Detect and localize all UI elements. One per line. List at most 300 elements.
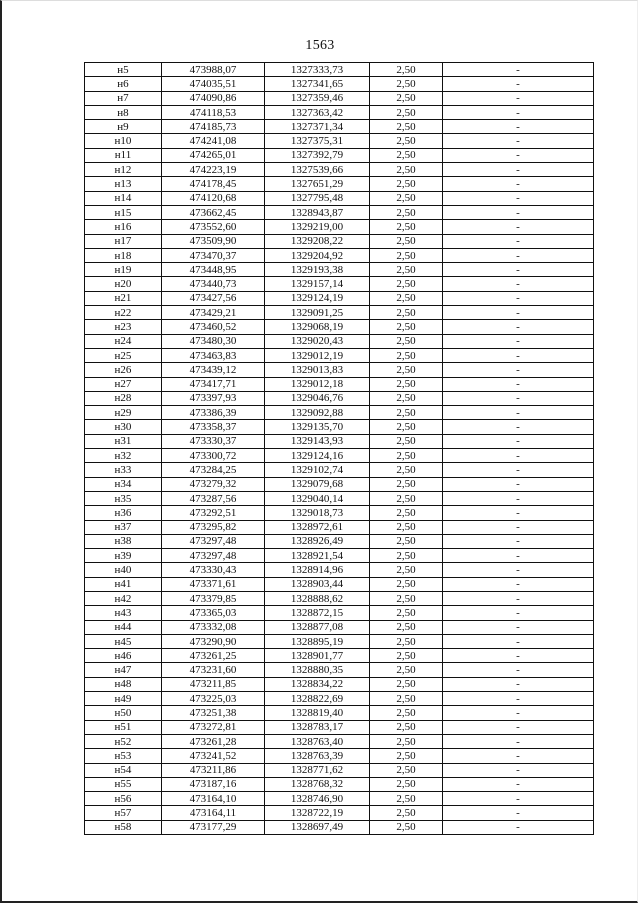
x-coordinate-cell: 473427,56 (162, 291, 265, 305)
accuracy-cell: 2,50 (370, 777, 443, 791)
table-row (85, 148, 594, 162)
y-coordinate-cell: 1329204,92 (265, 248, 370, 262)
x-coordinate-cell: 474118,53 (162, 105, 265, 119)
x-coordinate-cell: 473988,07 (162, 63, 265, 77)
table-row (85, 763, 594, 777)
x-coordinate-cell: 473417,71 (162, 377, 265, 391)
x-coordinate-cell: 474265,01 (162, 148, 265, 162)
accuracy-cell: 2,50 (370, 320, 443, 334)
note-cell: - (443, 706, 594, 720)
point-id-cell: н55 (85, 777, 162, 791)
x-coordinate-cell: 474223,19 (162, 163, 265, 177)
x-coordinate-cell: 473429,21 (162, 306, 265, 320)
table-row (85, 220, 594, 234)
y-coordinate-cell: 1329068,19 (265, 320, 370, 334)
x-coordinate-cell: 473225,03 (162, 692, 265, 706)
x-coordinate-cell: 473164,10 (162, 792, 265, 806)
note-cell: - (443, 449, 594, 463)
accuracy-cell: 2,50 (370, 720, 443, 734)
y-coordinate-cell: 1328872,15 (265, 606, 370, 620)
y-coordinate-cell: 1329040,14 (265, 491, 370, 505)
point-id-cell: н11 (85, 148, 162, 162)
x-coordinate-cell: 473177,29 (162, 820, 265, 834)
accuracy-cell: 2,50 (370, 220, 443, 234)
table-row (85, 577, 594, 591)
point-id-cell: н36 (85, 506, 162, 520)
table-row (85, 549, 594, 563)
point-id-cell: н34 (85, 477, 162, 491)
x-coordinate-cell: 474185,73 (162, 120, 265, 134)
table-row (85, 391, 594, 405)
note-cell: - (443, 591, 594, 605)
coordinates-table (84, 62, 594, 835)
y-coordinate-cell: 1327375,31 (265, 134, 370, 148)
y-coordinate-cell: 1328914,96 (265, 563, 370, 577)
point-id-cell: н32 (85, 449, 162, 463)
note-cell: - (443, 477, 594, 491)
y-coordinate-cell: 1329012,19 (265, 348, 370, 362)
table-row (85, 520, 594, 534)
x-coordinate-cell: 473284,25 (162, 463, 265, 477)
table-row (85, 677, 594, 691)
y-coordinate-cell: 1329092,88 (265, 406, 370, 420)
point-id-cell: н39 (85, 549, 162, 563)
x-coordinate-cell: 473272,81 (162, 720, 265, 734)
point-id-cell: н18 (85, 248, 162, 262)
note-cell: - (443, 91, 594, 105)
point-id-cell: н26 (85, 363, 162, 377)
note-cell: - (443, 463, 594, 477)
y-coordinate-cell: 1327341,65 (265, 77, 370, 91)
x-coordinate-cell: 473448,95 (162, 263, 265, 277)
point-id-cell: н54 (85, 763, 162, 777)
point-id-cell: н15 (85, 205, 162, 219)
y-coordinate-cell: 1327539,66 (265, 163, 370, 177)
x-coordinate-cell: 473358,37 (162, 420, 265, 434)
x-coordinate-cell: 473241,52 (162, 749, 265, 763)
accuracy-cell: 2,50 (370, 591, 443, 605)
note-cell: - (443, 363, 594, 377)
accuracy-cell: 2,50 (370, 277, 443, 291)
point-id-cell: н28 (85, 391, 162, 405)
accuracy-cell: 2,50 (370, 363, 443, 377)
table-row (85, 177, 594, 191)
accuracy-cell: 2,50 (370, 563, 443, 577)
table-row (85, 191, 594, 205)
y-coordinate-cell: 1328768,32 (265, 777, 370, 791)
note-cell: - (443, 520, 594, 534)
point-id-cell: н49 (85, 692, 162, 706)
note-cell: - (443, 348, 594, 362)
point-id-cell: н40 (85, 563, 162, 577)
accuracy-cell: 2,50 (370, 334, 443, 348)
point-id-cell: н31 (85, 434, 162, 448)
y-coordinate-cell: 1328746,90 (265, 792, 370, 806)
note-cell: - (443, 577, 594, 591)
accuracy-cell: 2,50 (370, 263, 443, 277)
y-coordinate-cell: 1329193,38 (265, 263, 370, 277)
table-row (85, 491, 594, 505)
table-row (85, 477, 594, 491)
note-cell: - (443, 763, 594, 777)
point-id-cell: н6 (85, 77, 162, 91)
note-cell: - (443, 720, 594, 734)
table-row (85, 363, 594, 377)
point-id-cell: н8 (85, 105, 162, 119)
y-coordinate-cell: 1327359,46 (265, 91, 370, 105)
note-cell: - (443, 306, 594, 320)
note-cell: - (443, 649, 594, 663)
table-row (85, 263, 594, 277)
x-coordinate-cell: 473330,43 (162, 563, 265, 577)
table-row (85, 348, 594, 362)
y-coordinate-cell: 1327371,34 (265, 120, 370, 134)
y-coordinate-cell: 1329124,16 (265, 449, 370, 463)
y-coordinate-cell: 1328819,40 (265, 706, 370, 720)
y-coordinate-cell: 1327651,29 (265, 177, 370, 191)
y-coordinate-cell: 1329079,68 (265, 477, 370, 491)
accuracy-cell: 2,50 (370, 291, 443, 305)
x-coordinate-cell: 473440,73 (162, 277, 265, 291)
table-row (85, 734, 594, 748)
point-id-cell: н29 (85, 406, 162, 420)
point-id-cell: н16 (85, 220, 162, 234)
y-coordinate-cell: 1328903,44 (265, 577, 370, 591)
point-id-cell: н30 (85, 420, 162, 434)
note-cell: - (443, 806, 594, 820)
y-coordinate-cell: 1329046,76 (265, 391, 370, 405)
accuracy-cell: 2,50 (370, 491, 443, 505)
y-coordinate-cell: 1329208,22 (265, 234, 370, 248)
point-id-cell: н45 (85, 634, 162, 648)
accuracy-cell: 2,50 (370, 420, 443, 434)
point-id-cell: н51 (85, 720, 162, 734)
table-row (85, 105, 594, 119)
accuracy-cell: 2,50 (370, 663, 443, 677)
point-id-cell: н58 (85, 820, 162, 834)
table-row (85, 820, 594, 834)
table-row (85, 720, 594, 734)
point-id-cell: н24 (85, 334, 162, 348)
table-row (85, 77, 594, 91)
accuracy-cell: 2,50 (370, 248, 443, 262)
x-coordinate-cell: 474090,86 (162, 91, 265, 105)
y-coordinate-cell: 1329219,00 (265, 220, 370, 234)
table-row (85, 706, 594, 720)
point-id-cell: н42 (85, 591, 162, 605)
accuracy-cell: 2,50 (370, 205, 443, 219)
accuracy-cell: 2,50 (370, 692, 443, 706)
y-coordinate-cell: 1328888,62 (265, 591, 370, 605)
table-row (85, 591, 594, 605)
point-id-cell: н7 (85, 91, 162, 105)
note-cell: - (443, 148, 594, 162)
point-id-cell: н47 (85, 663, 162, 677)
table-row (85, 377, 594, 391)
accuracy-cell: 2,50 (370, 477, 443, 491)
x-coordinate-cell: 473164,11 (162, 806, 265, 820)
accuracy-cell: 2,50 (370, 134, 443, 148)
y-coordinate-cell: 1329157,14 (265, 277, 370, 291)
y-coordinate-cell: 1329020,43 (265, 334, 370, 348)
note-cell: - (443, 205, 594, 219)
table-row (85, 777, 594, 791)
note-cell: - (443, 420, 594, 434)
table-row (85, 248, 594, 262)
note-cell: - (443, 248, 594, 262)
point-id-cell: н48 (85, 677, 162, 691)
table-row (85, 606, 594, 620)
note-cell: - (443, 434, 594, 448)
point-id-cell: н13 (85, 177, 162, 191)
y-coordinate-cell: 1328722,19 (265, 806, 370, 820)
accuracy-cell: 2,50 (370, 763, 443, 777)
accuracy-cell: 2,50 (370, 706, 443, 720)
x-coordinate-cell: 473261,28 (162, 734, 265, 748)
point-id-cell: н38 (85, 534, 162, 548)
note-cell: - (443, 291, 594, 305)
accuracy-cell: 2,50 (370, 534, 443, 548)
y-coordinate-cell: 1328763,39 (265, 749, 370, 763)
point-id-cell: н19 (85, 263, 162, 277)
x-coordinate-cell: 473463,83 (162, 348, 265, 362)
note-cell: - (443, 606, 594, 620)
x-coordinate-cell: 473365,03 (162, 606, 265, 620)
point-id-cell: н41 (85, 577, 162, 591)
x-coordinate-cell: 474178,45 (162, 177, 265, 191)
accuracy-cell: 2,50 (370, 377, 443, 391)
note-cell: - (443, 777, 594, 791)
accuracy-cell: 2,50 (370, 549, 443, 563)
table-row (85, 406, 594, 420)
table-row (85, 563, 594, 577)
point-id-cell: н20 (85, 277, 162, 291)
point-id-cell: н5 (85, 63, 162, 77)
note-cell: - (443, 749, 594, 763)
y-coordinate-cell: 1328783,17 (265, 720, 370, 734)
table-row (85, 334, 594, 348)
x-coordinate-cell: 474035,51 (162, 77, 265, 91)
accuracy-cell: 2,50 (370, 820, 443, 834)
accuracy-cell: 2,50 (370, 463, 443, 477)
accuracy-cell: 2,50 (370, 163, 443, 177)
note-cell: - (443, 620, 594, 634)
note-cell: - (443, 334, 594, 348)
note-cell: - (443, 191, 594, 205)
table-row (85, 434, 594, 448)
note-cell: - (443, 534, 594, 548)
note-cell: - (443, 663, 594, 677)
point-id-cell: н37 (85, 520, 162, 534)
y-coordinate-cell: 1328834,22 (265, 677, 370, 691)
x-coordinate-cell: 473290,90 (162, 634, 265, 648)
y-coordinate-cell: 1329143,93 (265, 434, 370, 448)
table-row (85, 205, 594, 219)
note-cell: - (443, 277, 594, 291)
point-id-cell: н22 (85, 306, 162, 320)
note-cell: - (443, 549, 594, 563)
accuracy-cell: 2,50 (370, 191, 443, 205)
note-cell: - (443, 63, 594, 77)
table-row (85, 63, 594, 77)
x-coordinate-cell: 473297,48 (162, 549, 265, 563)
note-cell: - (443, 234, 594, 248)
x-coordinate-cell: 473509,90 (162, 234, 265, 248)
note-cell: - (443, 491, 594, 505)
point-id-cell: н17 (85, 234, 162, 248)
point-id-cell: н21 (85, 291, 162, 305)
accuracy-cell: 2,50 (370, 749, 443, 763)
point-id-cell: н56 (85, 792, 162, 806)
accuracy-cell: 2,50 (370, 734, 443, 748)
table-row (85, 792, 594, 806)
note-cell: - (443, 134, 594, 148)
note-cell: - (443, 105, 594, 119)
accuracy-cell: 2,50 (370, 506, 443, 520)
accuracy-cell: 2,50 (370, 306, 443, 320)
point-id-cell: н43 (85, 606, 162, 620)
y-coordinate-cell: 1328822,69 (265, 692, 370, 706)
table-row (85, 620, 594, 634)
y-coordinate-cell: 1328880,35 (265, 663, 370, 677)
x-coordinate-cell: 473187,16 (162, 777, 265, 791)
y-coordinate-cell: 1329091,25 (265, 306, 370, 320)
x-coordinate-cell: 473662,45 (162, 205, 265, 219)
y-coordinate-cell: 1327795,48 (265, 191, 370, 205)
table-row (85, 306, 594, 320)
y-coordinate-cell: 1329124,19 (265, 291, 370, 305)
x-coordinate-cell: 473231,60 (162, 663, 265, 677)
note-cell: - (443, 77, 594, 91)
accuracy-cell: 2,50 (370, 449, 443, 463)
accuracy-cell: 2,50 (370, 677, 443, 691)
accuracy-cell: 2,50 (370, 120, 443, 134)
accuracy-cell: 2,50 (370, 620, 443, 634)
note-cell: - (443, 263, 594, 277)
y-coordinate-cell: 1329135,70 (265, 420, 370, 434)
point-id-cell: н12 (85, 163, 162, 177)
y-coordinate-cell: 1328972,61 (265, 520, 370, 534)
table-row (85, 534, 594, 548)
accuracy-cell: 2,50 (370, 105, 443, 119)
note-cell: - (443, 792, 594, 806)
y-coordinate-cell: 1329102,74 (265, 463, 370, 477)
point-id-cell: н14 (85, 191, 162, 205)
table-row (85, 120, 594, 134)
table-row (85, 163, 594, 177)
table-row (85, 277, 594, 291)
x-coordinate-cell: 473261,25 (162, 649, 265, 663)
note-cell: - (443, 391, 594, 405)
accuracy-cell: 2,50 (370, 434, 443, 448)
table-row (85, 649, 594, 663)
point-id-cell: н27 (85, 377, 162, 391)
x-coordinate-cell: 473470,37 (162, 248, 265, 262)
table-row (85, 506, 594, 520)
y-coordinate-cell: 1329012,18 (265, 377, 370, 391)
table-row (85, 234, 594, 248)
table-row (85, 291, 594, 305)
point-id-cell: н25 (85, 348, 162, 362)
x-coordinate-cell: 473292,51 (162, 506, 265, 520)
y-coordinate-cell: 1328763,40 (265, 734, 370, 748)
x-coordinate-cell: 473379,85 (162, 591, 265, 605)
x-coordinate-cell: 473397,93 (162, 391, 265, 405)
note-cell: - (443, 120, 594, 134)
x-coordinate-cell: 473386,39 (162, 406, 265, 420)
note-cell: - (443, 634, 594, 648)
accuracy-cell: 2,50 (370, 406, 443, 420)
x-coordinate-cell: 473297,48 (162, 534, 265, 548)
table-row (85, 806, 594, 820)
accuracy-cell: 2,50 (370, 348, 443, 362)
x-coordinate-cell: 473251,38 (162, 706, 265, 720)
x-coordinate-cell: 473460,52 (162, 320, 265, 334)
accuracy-cell: 2,50 (370, 177, 443, 191)
x-coordinate-cell: 474120,68 (162, 191, 265, 205)
y-coordinate-cell: 1327363,42 (265, 105, 370, 119)
y-coordinate-cell: 1328943,87 (265, 205, 370, 219)
accuracy-cell: 2,50 (370, 634, 443, 648)
note-cell: - (443, 377, 594, 391)
y-coordinate-cell: 1328921,54 (265, 549, 370, 563)
table-row (85, 449, 594, 463)
accuracy-cell: 2,50 (370, 792, 443, 806)
table-row (85, 463, 594, 477)
point-id-cell: н53 (85, 749, 162, 763)
page-number: 1563 (305, 38, 335, 53)
x-coordinate-cell: 473279,32 (162, 477, 265, 491)
point-id-cell: н52 (85, 734, 162, 748)
y-coordinate-cell: 1328697,49 (265, 820, 370, 834)
note-cell: - (443, 820, 594, 834)
note-cell: - (443, 163, 594, 177)
table-row (85, 749, 594, 763)
x-coordinate-cell: 473211,85 (162, 677, 265, 691)
table-row (85, 420, 594, 434)
x-coordinate-cell: 473552,60 (162, 220, 265, 234)
x-coordinate-cell: 473211,86 (162, 763, 265, 777)
y-coordinate-cell: 1327392,79 (265, 148, 370, 162)
note-cell: - (443, 320, 594, 334)
y-coordinate-cell: 1328771,62 (265, 763, 370, 777)
note-cell: - (443, 220, 594, 234)
point-id-cell: н44 (85, 620, 162, 634)
table-row (85, 320, 594, 334)
point-id-cell: н46 (85, 649, 162, 663)
x-coordinate-cell: 473332,08 (162, 620, 265, 634)
y-coordinate-cell: 1329018,73 (265, 506, 370, 520)
y-coordinate-cell: 1329013,83 (265, 363, 370, 377)
coordinates-table-body (85, 63, 594, 835)
accuracy-cell: 2,50 (370, 148, 443, 162)
table-row (85, 692, 594, 706)
accuracy-cell: 2,50 (370, 577, 443, 591)
x-coordinate-cell: 473300,72 (162, 449, 265, 463)
table-row (85, 663, 594, 677)
accuracy-cell: 2,50 (370, 391, 443, 405)
x-coordinate-cell: 473287,56 (162, 491, 265, 505)
point-id-cell: н9 (85, 120, 162, 134)
note-cell: - (443, 506, 594, 520)
point-id-cell: н50 (85, 706, 162, 720)
accuracy-cell: 2,50 (370, 63, 443, 77)
note-cell: - (443, 177, 594, 191)
accuracy-cell: 2,50 (370, 91, 443, 105)
accuracy-cell: 2,50 (370, 77, 443, 91)
point-id-cell: н33 (85, 463, 162, 477)
y-coordinate-cell: 1328895,19 (265, 634, 370, 648)
